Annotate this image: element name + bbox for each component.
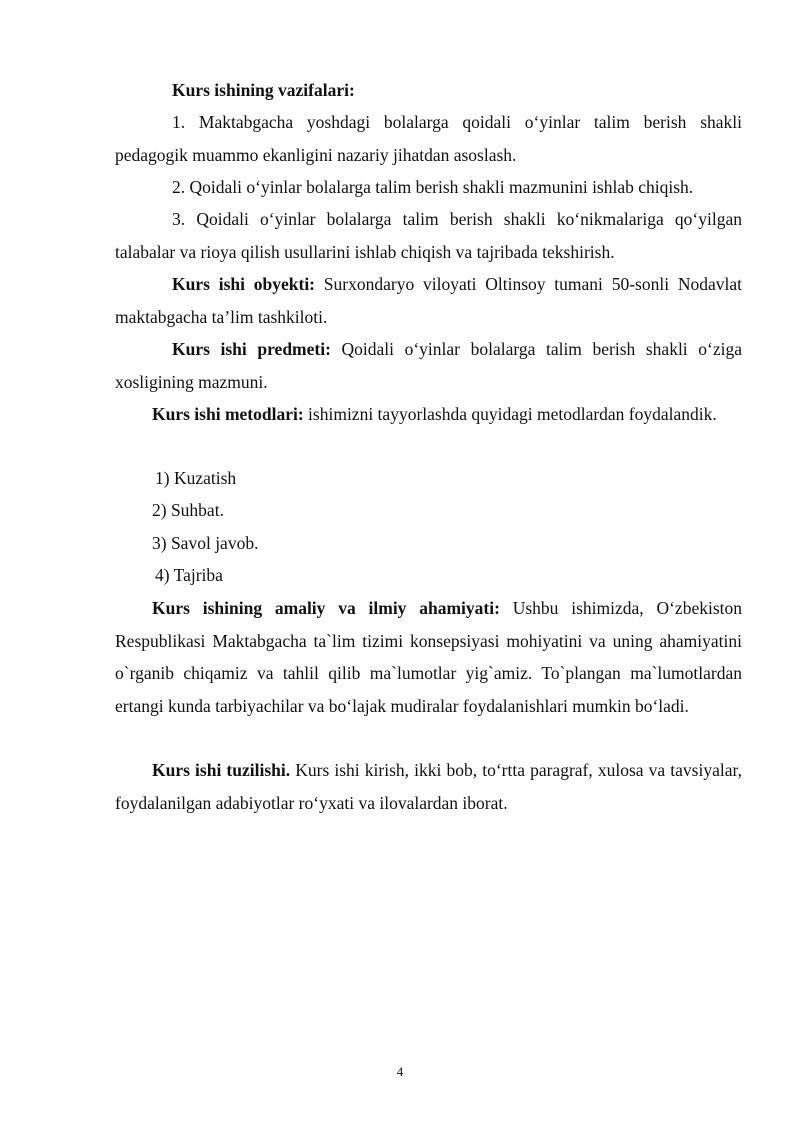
method-item-2: 2) Suhbat. [152, 500, 224, 520]
structure-text: Kurs ishi kirish, ikki bob, to‘rtta paragraf, xulosa va tavsiyalar, foydalanilgan adabiyotlar ro‘yxati va ilovalardan iborat. [115, 760, 742, 813]
subject-paragraph [115, 333, 742, 398]
methods-label: Kurs ishi metodlari: [152, 404, 304, 424]
object-text: Surxondaryo viloyati Oltinsoy tumani 50-sonli Nodavlat maktabgacha ta’lim tashkiloti. [115, 274, 742, 327]
task-1: 1. Maktabgacha yoshdagi bolalarga qoidali o‘yinlar talim berish shakli pedagogik muammo ekanligini nazariy jihatdan asoslash. [115, 112, 742, 165]
method-item-4: 4) Tajriba [155, 565, 223, 585]
structure-paragraph [115, 754, 742, 819]
significance-text: Ushbu ishimizda, O‘zbekiston Respublikasi Maktabgacha ta`lim tizimi konsepsiyasi mohiyatini va uning ahamiyatini o`rganib chiqamiz va tahlil qilib ma`lumotlar yig`amiz. To`plangan ma`lumotlardan ertangi kunda tarbiyachilar va bo‘lajak mudiralar foydalanishlari mumkin bo‘ladi. [115, 598, 742, 716]
object-paragraph [115, 268, 742, 333]
subject-text: Qoidali o‘yinlar bolalarga talim berish shakli o‘ziga xosligining mazmuni. [115, 339, 742, 392]
structure-label: Kurs ishi tuzilishi. [152, 760, 291, 780]
methods-paragraph [115, 398, 742, 431]
subject-label: Kurs ishi predmeti: [172, 339, 331, 359]
methods-text: ishimizni tayyorlashda quyidagi metodlardan foydalandik. [303, 404, 717, 424]
task-3: 3. Qoidali o‘yinlar bolalarga talim berish shakli ko‘nikmalariga qo‘yilgan talabalar va rioya qilish usullarini ishlab chiqish va tajribada tekshirish. [115, 209, 742, 262]
significance-paragraph [115, 592, 742, 722]
page-number: 4 [396, 1064, 404, 1079]
object-label: Kurs ishi obyekti: [172, 274, 316, 294]
task-2: 2. Qoidali o‘yinlar bolalarga talim berish shakli mazmunini ishlab chiqish. [172, 177, 694, 197]
method-item-1: 1) Kuzatish [155, 468, 237, 488]
method-item-3: 3) Savol javob. [152, 533, 259, 553]
significance-label: Kurs ishining amaliy va ilmiy ahamiyati: [152, 598, 500, 618]
section-heading: Kurs ishining vazifalari: [172, 80, 355, 100]
